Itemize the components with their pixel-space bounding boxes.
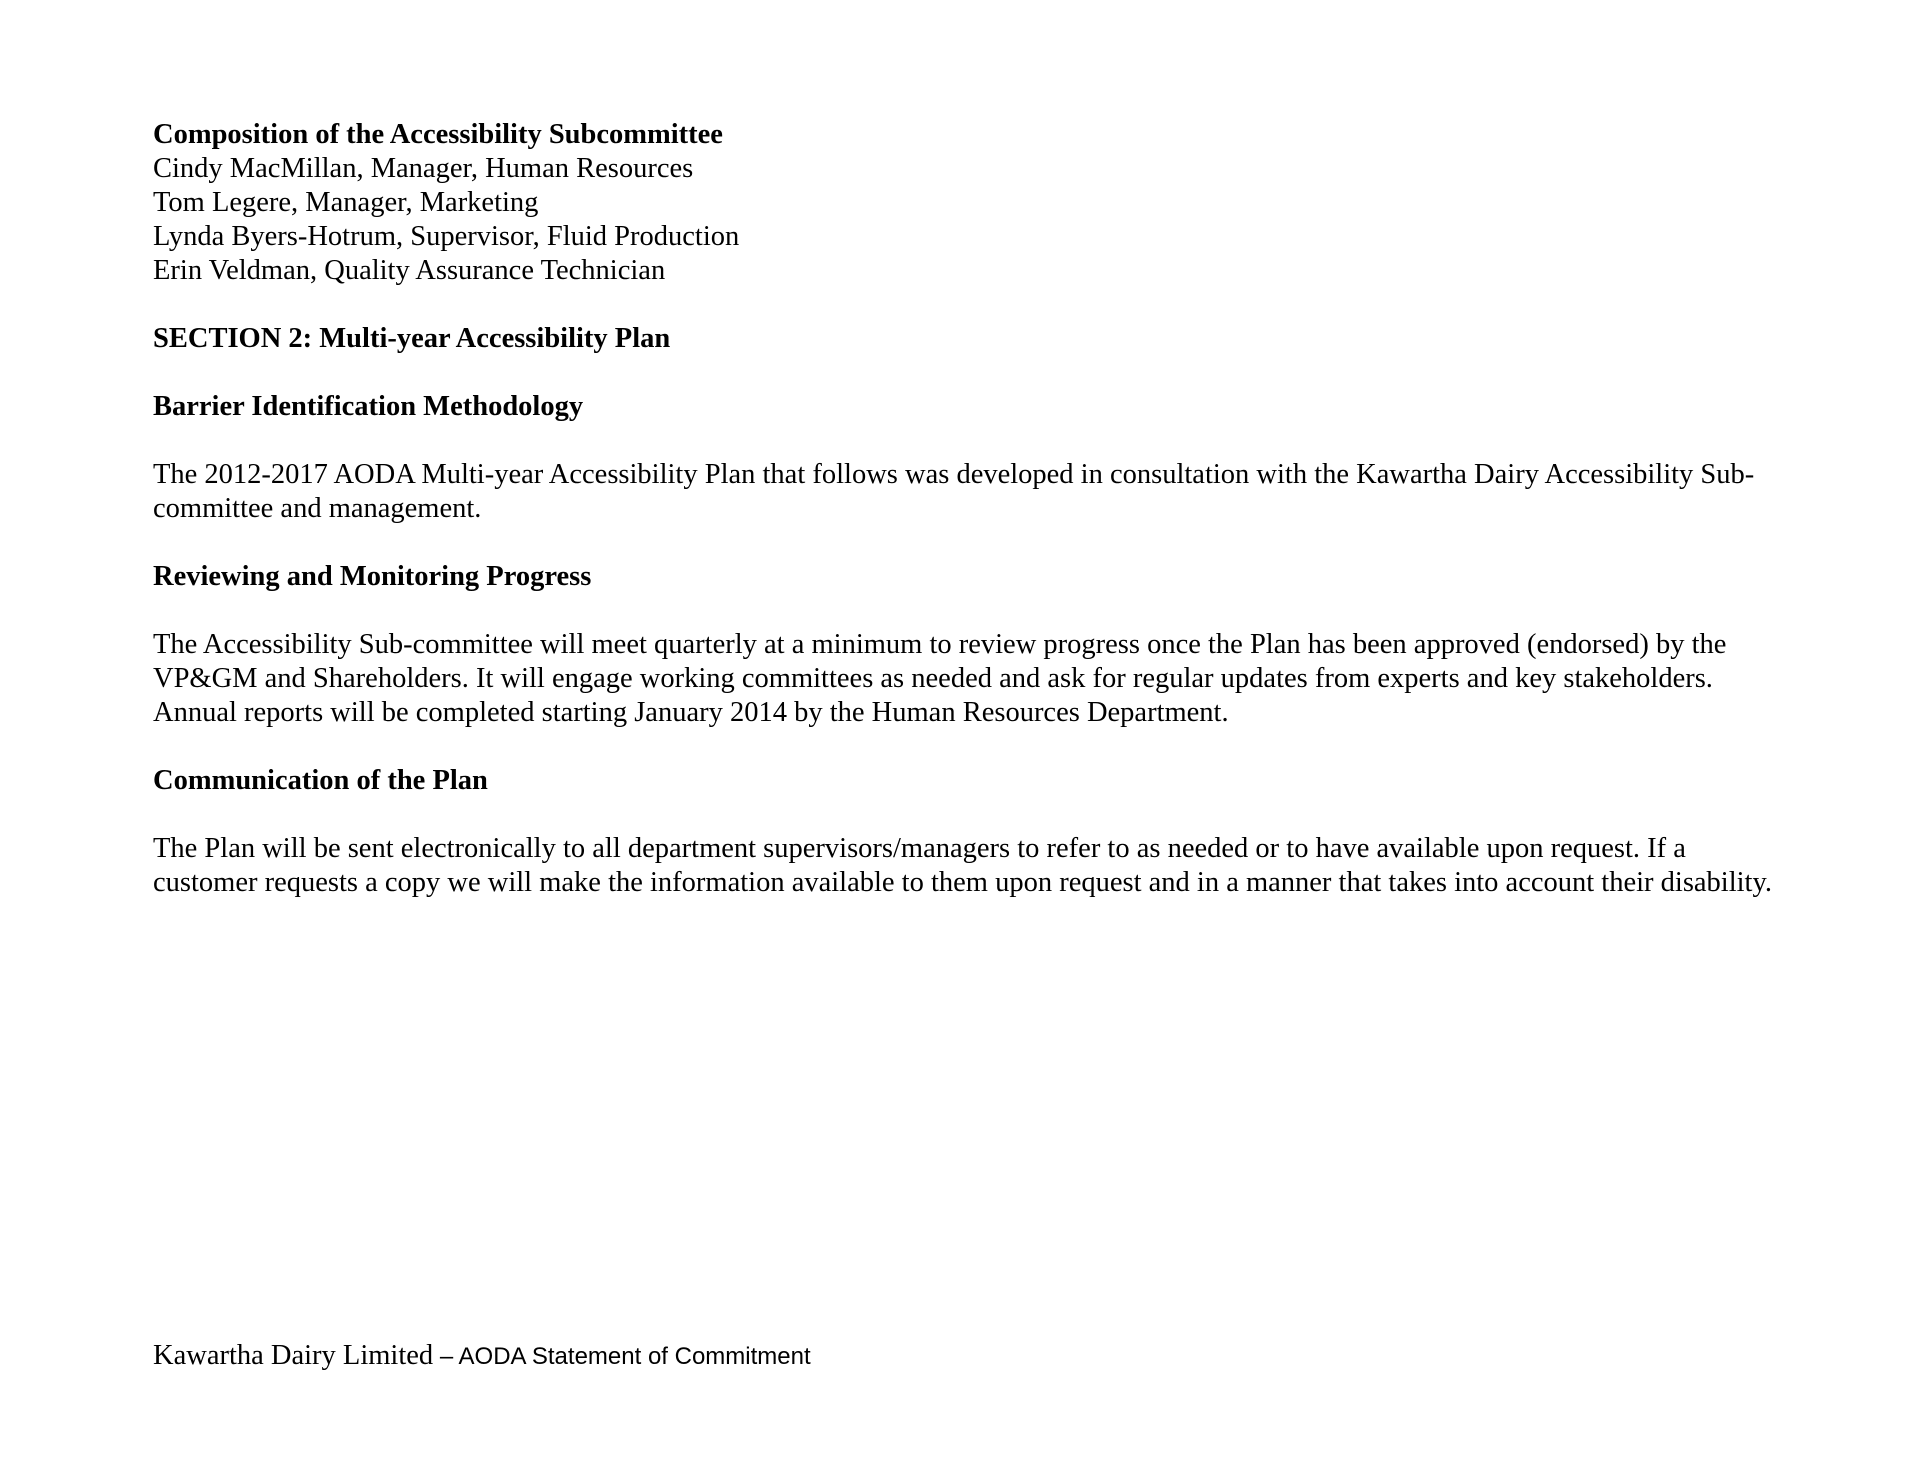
spacer xyxy=(153,594,1833,628)
paragraph-line: Annual reports will be completed starting January 2014 by the Human Resources Department. xyxy=(153,697,1229,728)
communication-heading: Communication of the Plan xyxy=(153,765,488,796)
communication-paragraph xyxy=(153,832,1833,900)
paragraph-line: The Plan will be sent electronically to all department supervisors/managers to refer to as needed or to have available upon request. If a xyxy=(153,833,1686,864)
footer-separator: – xyxy=(433,1343,459,1370)
spacer xyxy=(153,424,1833,458)
spacer xyxy=(153,356,1833,390)
member-line: Lynda Byers-Hotrum, Supervisor, Fluid Production xyxy=(153,221,740,252)
spacer xyxy=(153,526,1833,560)
paragraph-line: VP&GM and Shareholders. It will engage working committees as needed and ask for regular updates from experts and key stakeholders. xyxy=(153,663,1713,694)
paragraph-line: The 2012-2017 AODA Multi-year Accessibility Plan that follows was developed in consultation with the Kawartha Dairy Accessibility Sub- xyxy=(153,459,1755,490)
reviewing-heading: Reviewing and Monitoring Progress xyxy=(153,561,592,592)
member-line: Tom Legere, Manager, Marketing xyxy=(153,187,539,218)
footer-title: AODA Statement of Commitment xyxy=(458,1343,811,1370)
paragraph-line: committee and management. xyxy=(153,493,482,524)
spacer xyxy=(153,798,1833,832)
member-line: Erin Veldman, Quality Assurance Technician xyxy=(153,255,666,286)
barrier-paragraph xyxy=(153,458,1833,526)
footer-company: Kawartha Dairy Limited xyxy=(153,1340,434,1371)
spacer xyxy=(153,288,1833,322)
page-footer xyxy=(153,1339,811,1374)
document-body xyxy=(153,118,1833,900)
reviewing-paragraph xyxy=(153,628,1833,730)
spacer xyxy=(153,730,1833,764)
composition-heading: Composition of the Accessibility Subcommittee xyxy=(153,119,723,150)
paragraph-line: The Accessibility Sub-committee will meet quarterly at a minimum to review progress once the Plan has been approved (endorsed) by the xyxy=(153,629,1727,660)
section-2-heading: SECTION 2: Multi-year Accessibility Plan xyxy=(153,323,671,354)
barrier-heading: Barrier Identification Methodology xyxy=(153,391,584,422)
member-line: Cindy MacMillan, Manager, Human Resources xyxy=(153,153,694,184)
paragraph-line: customer requests a copy we will make the information available to them upon request and in a manner that takes into account their disability. xyxy=(153,867,1773,898)
